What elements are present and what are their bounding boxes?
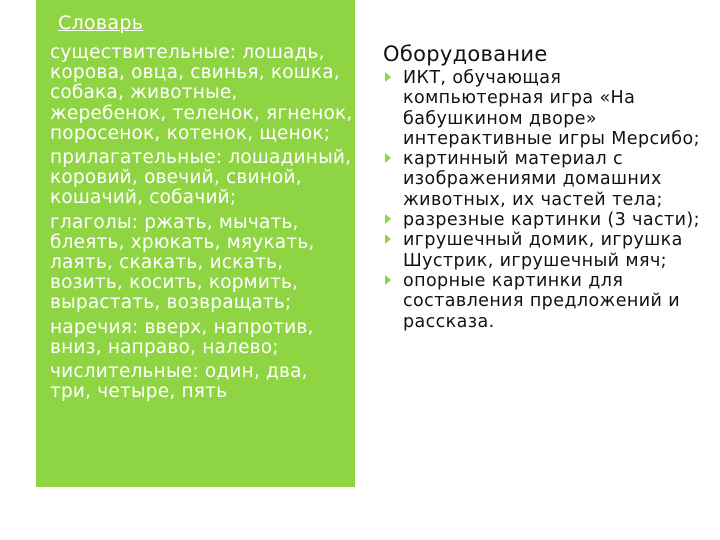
equipment-list [383,68,703,332]
equipment-item-text: опорные картинки для составления предложений и рассказа. [403,270,681,332]
vocabulary-nouns: существительные: лошадь, корова, овца, свинья, кошка, собака, животные, жеребенок, теленок, ягненок, поросенок, котенок, щенок; [50,42,353,144]
vocabulary-verbs: глаголы: ржать, мычать, блеять, хрюкать, мяукать, лаять, скакать, искать, возить, косить, кормить, вырастать, возвращать; [50,211,315,314]
vocabulary-numerals: числительные: один, два, три, четыре, пять [50,361,308,403]
equipment-item-ict [383,68,703,149]
vocabulary-panel [36,0,355,487]
equipment-section [383,42,703,332]
vocabulary-adverbs: наречия: вверх, напротив, вниз, направо, налево; [50,316,314,358]
bullet-arrow-icon [385,214,391,224]
vocabulary-title: Словарь [58,12,144,34]
bullet-arrow-icon [385,275,391,285]
equipment-item-text: картинный материал с изображениями домашних животных, их частей тела; [403,149,663,210]
bullet-arrow-icon [385,234,391,244]
equipment-item-text: ИКТ, обучающая компьютерная игра «На бабушкином дворе» интерактивные игры Мерсибо; [403,68,700,149]
bullet-arrow-icon [385,72,391,82]
equipment-title: Оборудование [383,42,548,66]
equipment-item-cut-pictures [383,210,703,230]
vocabulary-list [50,43,355,406]
equipment-item-support-pictures [383,271,703,332]
equipment-item-toys [383,230,703,271]
equipment-item-pictures [383,149,703,210]
bullet-arrow-icon [385,153,391,163]
equipment-item-text: игрушечный домик, игрушка Шустрик, игрушечный мяч; [403,230,683,271]
equipment-item-text: разрезные картинки (3 части); [403,210,700,231]
vocabulary-adjectives: прилагательные: лошадиный, коровий, овечий, свиной, кошачий, собачий; [50,147,352,209]
